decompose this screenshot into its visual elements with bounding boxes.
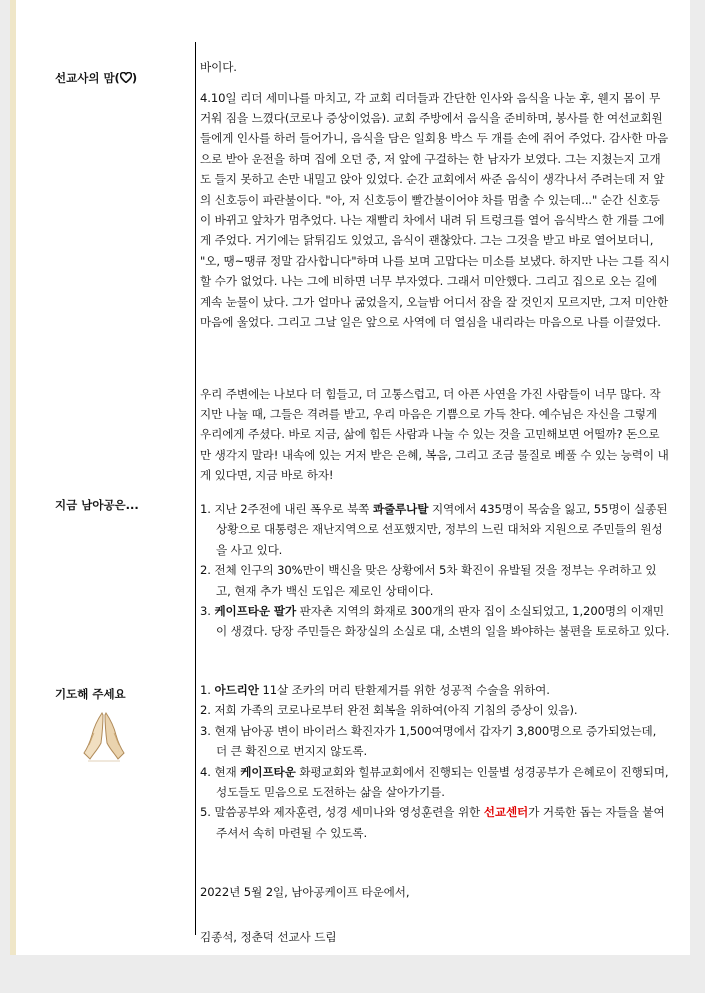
prayer-list [200, 680, 670, 843]
column-divider [195, 42, 196, 935]
news-item: 1. 지난 2주전에 내린 폭우로 북쪽 콰줄루나탈 지역에서 435명이 목숨을 잃고, 55명이 실종된 상황으로 대통령은 재난지역으로 선포했지만, 정부의 느린 대처와 지원으로 주민들의 원성을 사고 있다. [200, 502, 668, 557]
page-edge-strip [10, 0, 16, 955]
heading-missionary-heart: 선교사의 맘( ) [55, 71, 138, 85]
signature: 김종석, 정춘덕 선교사 드림 [200, 929, 337, 944]
continued-paragraph: 바이다. [200, 59, 237, 74]
news-list [200, 499, 670, 642]
reflection-paragraph: 우리 주변에는 나보다 더 힘들고, 더 고통스럽고, 더 아픈 사연을 가진 사람들이 너무 많다. 작지만 나눌 때, 그들은 격려를 받고, 우리 마음은 기쁨으로 가득 찬다. 예수님은 자신을 그렇게 우리에게 주셨다. 바로 지금, 삶에 힘든 사람과 나눌 수 있는 것을 고민해보면 어떨까? 돈으로만 생각지 말라! 내속에 있는 거저 받은 은혜, 복음, 그리고 조금 물질로 베풀 수 있는 능력이 내게 있다면, 지금 바로 하자! [200, 386, 669, 483]
prayer-item: 1. 아드리안 11살 조카의 머리 탄환제거를 위한 성공적 수술을 위하여. [200, 683, 550, 697]
story-paragraph: 4.10일 리더 세미나를 마치고, 각 교회 리더들과 간단한 인사와 음식을 나눈 후, 웬지 몸이 무거워 짐을 느꼈다(코로나 증상이었음). 교회 주방에서 음식을 준비하며, 봉사를 한 여선교회원들에게 인사를 하러 들어가니, 음식을 담은 일회용 박스 두 개를 손에 쥐어 주었다. 감사한 마음으로 받아 운전을 하며 집에 오던 중, 저 앞에 구걸하는 한 남자가 보였다. 그는 지쳤는지 고개도 들지 못하고 손만 내밀고 앉아 있었다. 순간 교회에서 싸준 음식이 생각나서 주려는데 저 앞의 신호등이 파란불이다. "아, 저 신호등이 빨간불이어야 차를 멈출 수 있는데..." 순간 신호등이 바뀌고 앞차가 멈추었다. 나는 재빨리 차에서 내려 뒤 트렁크를 열어 음식박스 한 개를 그에게 주었다. 거기에는 닭튀김도 있었고, 음식이 괜찮았다. 그는 그것을 받고 바로 열어보더니, "오, 땡~땡큐 정말 감사합니다"하며 나를 보며 고맙다는 미소를 보냈다. 하지만 나는 그를 직시할 수가 없었다. 나는 그에 비하면 너무 부자였다. 그래서 미안했다. 그리고 집으로 오는 길에 계속 눈물이 났다. 그가 얼마나 굶었을지, 오늘밤 어디서 잠을 잘 것인지 모르지만, 그저 미안한 마음에 울었다. 그리고 그날 일은 앞으로 사역에 더 열심을 내리라는 마음으로 나를 이끌었다. [200, 90, 670, 330]
letter-page [10, 0, 690, 955]
heading-south-africa-now: 지금 남아공은... [55, 498, 139, 512]
prayer-item: 5. 말씀공부와 제자훈련, 성경 세미나와 영성훈련을 위한 선교센터가 거룩한 돕는 자들을 붙여주셔서 속히 마련될 수 있도록. [200, 805, 665, 840]
heading-please-pray: 기도해 주세요 [55, 687, 126, 701]
praying-hands-icon [80, 711, 128, 763]
news-item: 2. 전체 인구의 30%만이 백신을 맞은 상황에서 5차 확진이 유발될 것을 정부는 우려하고 있고, 현재 추가 백신 도입은 제로인 상태이다. [200, 563, 657, 598]
prayer-item: 4. 현재 케이프타운 화평교회와 힐뷰교회에서 진행되는 인물별 성경공부가 은혜로이 진행되며, 성도들도 믿음으로 도전하는 삶을 살아가기를. [200, 764, 669, 800]
prayer-item: 3. 현재 남아공 변이 바이러스 확진자가 1,500여명에서 갑자기 3,800명으로 증가되었는데, 더 큰 확진으로 번지지 않도록. [200, 723, 657, 759]
prayer-item: 2. 저희 가족의 코로나로부터 완전 회복을 위하여(아직 기침의 증상이 있음). [200, 703, 578, 718]
letter-date: 2022년 5월 2일, 남아공케이프 타운에서, [200, 884, 410, 899]
news-item: 3. 케이프타운 팔가 판자촌 지역의 화재로 300개의 판자 집이 소실되었고, 1,200명의 이재민이 생겼다. 당장 주민들은 화장실의 소실로 대, 소변의 일을 봐야하는 불편을 토로하고 있다. [200, 604, 670, 639]
heart-icon [120, 72, 132, 83]
